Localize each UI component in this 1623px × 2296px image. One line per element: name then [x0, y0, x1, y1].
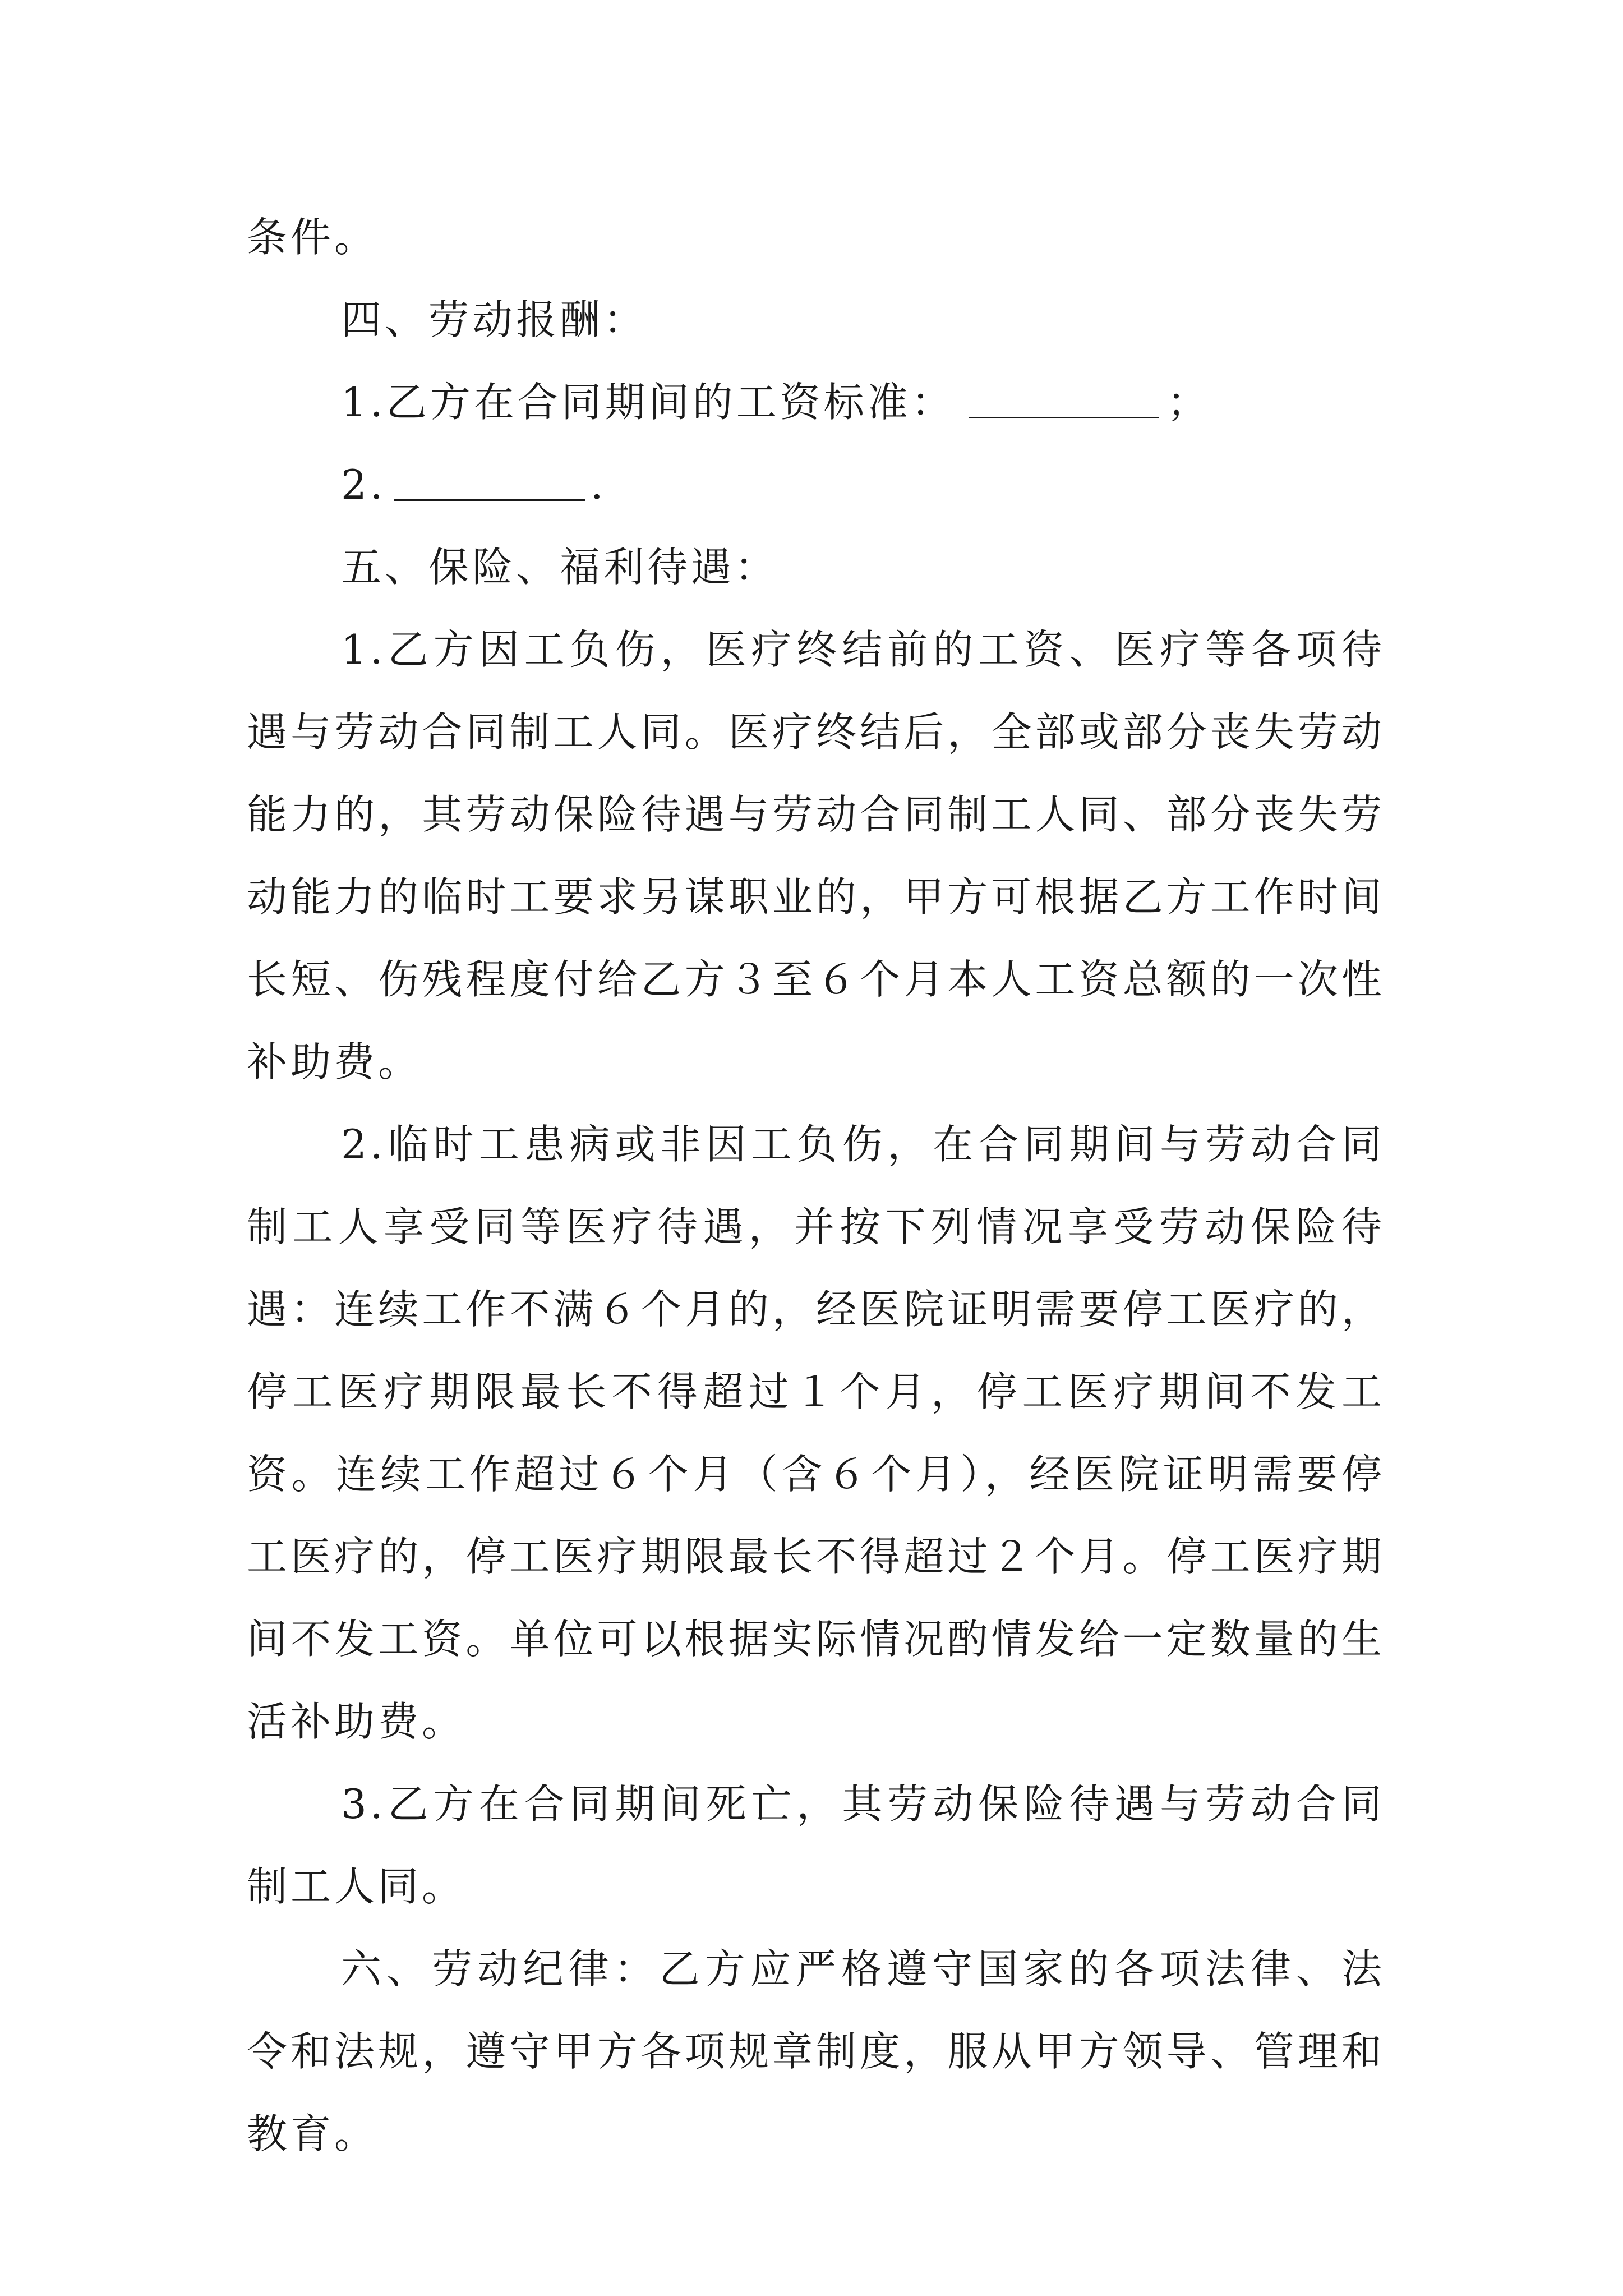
remuneration-item-2 — [247, 444, 1385, 526]
document-body — [247, 196, 1385, 2175]
insurance-clause-3: 3.乙方在合同期间死亡，其劳动保险待遇与劳动合同制工人同。 — [247, 1780, 1385, 1910]
section-heading-insurance: 五、保险、福利待遇： — [341, 544, 779, 591]
wage-standard-label: 1.乙方在合同期间的工资标准： — [341, 379, 955, 426]
item-2-number: 2. — [341, 461, 386, 508]
insurance-clause-2: 2.临时工患病或非因工负伤，在合同期间与劳动合同制工人享受同等医疗待遇，并按下列情况享受劳动保险待遇：连续工作不满６个月的，经医院证明需要停工医疗的，停工医疗期限最长不得超过１个月，停工医疗期间不发工资。连续工作超过６个月（含６个月），经医院证明需要停工医疗的，停工医疗期限最长不得超过２个月。停工医疗期间不发工资。单位可以根据实际情况酌情发给一定数量的生活补助费。 — [247, 1121, 1385, 1745]
item-2-blank[interactable] — [394, 459, 585, 501]
section-heading-remuneration: 四、劳动报酬： — [341, 296, 648, 343]
insurance-clause-1: 1.乙方因工负伤，医疗终结前的工资、医疗等各项待遇与劳动合同制工人同。医疗终结后，全部或部分丧失劳动能力的，其劳动保险待遇与劳动合同制工人同、部分丧失劳动能力的临时工要求另谋职业的，甲方可根据乙方工作时间长短、伤残程度付给乙方３至６个月本人工资总额的一次性补助费。 — [247, 626, 1385, 1085]
paragraph-continuation: 条件。 — [247, 214, 379, 261]
wage-standard-semicolon: ； — [1166, 379, 1211, 426]
wage-standard-blank[interactable] — [969, 376, 1159, 418]
wage-standard-line — [247, 361, 1385, 444]
section-labor-discipline: 六、劳动纪律：乙方应严格遵守国家的各项法律、法令和法规，遵守甲方各项规章制度，服从甲方领导、管理和教育。 — [247, 1945, 1385, 2157]
item-2-period: . — [590, 461, 607, 508]
